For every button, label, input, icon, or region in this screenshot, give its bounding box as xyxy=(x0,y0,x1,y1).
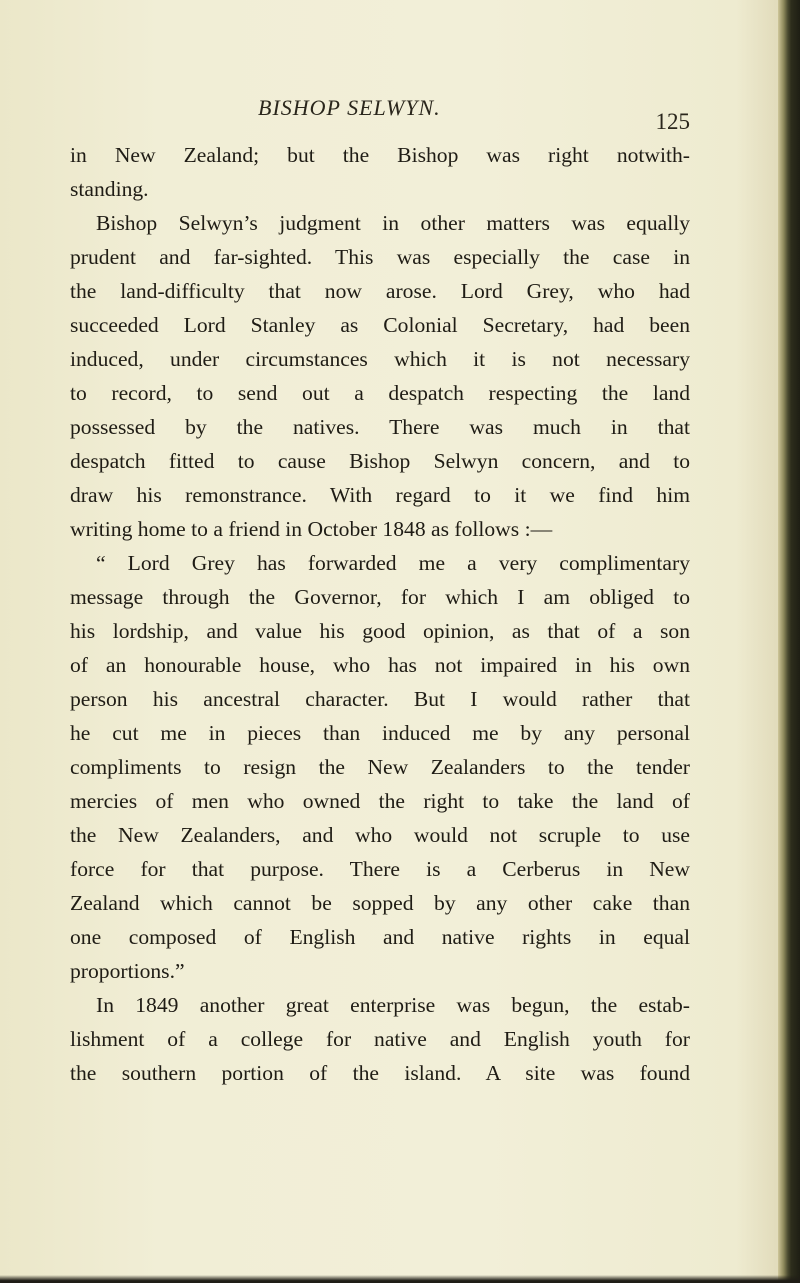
page-bottom-shadow xyxy=(0,1275,800,1283)
page-header xyxy=(70,95,690,134)
text-line: “ Lord Grey has forwarded me a very complimentary xyxy=(96,551,690,575)
text-line: to record, to send out a despatch respecting the land xyxy=(70,381,690,405)
body-text xyxy=(70,138,690,1090)
running-head: BISHOP SELWYN. xyxy=(258,95,441,120)
text-line: standing. xyxy=(70,177,149,201)
text-line: Bishop Selwyn’s judgment in other matters was equally xyxy=(96,211,690,235)
text-line: in New Zealand; but the Bishop was right notwith- xyxy=(70,143,690,167)
text-line: one composed of English and native rights in equal xyxy=(70,925,690,949)
text-line: In 1849 another great enterprise was begun, the estab- xyxy=(96,993,690,1017)
text-line: writing home to a friend in October 1848 as follows :— xyxy=(70,517,553,541)
text-line: he cut me in pieces than induced me by any personal xyxy=(70,721,690,745)
text-line: proportions.” xyxy=(70,959,185,983)
text-line: succeeded Lord Stanley as Colonial Secretary, had been xyxy=(70,313,690,337)
text-line: draw his remonstrance. With regard to it we find him xyxy=(70,483,690,507)
book-binding-edge xyxy=(778,0,800,1283)
text-line: compliments to resign the New Zealanders to the tender xyxy=(70,755,690,779)
text-line: message through the Governor, for which I am obliged to xyxy=(70,585,690,609)
text-line: force for that purpose. There is a Cerberus in New xyxy=(70,857,690,881)
text-line: the southern portion of the island. A site was found xyxy=(70,1061,690,1085)
text-line: induced, under circumstances which it is not necessary xyxy=(70,347,690,371)
text-line: the land-difficulty that now arose. Lord Grey, who had xyxy=(70,279,690,303)
text-line: prudent and far-sighted. This was especially the case in xyxy=(70,245,690,269)
text-line: his lordship, and value his good opinion, as that of a son xyxy=(70,619,690,643)
text-line: mercies of men who owned the right to take the land of xyxy=(70,789,690,813)
text-line: the New Zealanders, and who would not scruple to use xyxy=(70,823,690,847)
text-line: despatch fitted to cause Bishop Selwyn concern, and to xyxy=(70,449,690,473)
page-number: 125 xyxy=(655,109,690,134)
text-line: of an honourable house, who has not impaired in his own xyxy=(70,653,690,677)
text-line: possessed by the natives. There was much in that xyxy=(70,415,690,439)
text-line: person his ancestral character. But I would rather that xyxy=(70,687,690,711)
text-line: Zealand which cannot be sopped by any other cake than xyxy=(70,891,690,915)
text-line: lishment of a college for native and English youth for xyxy=(70,1027,690,1051)
